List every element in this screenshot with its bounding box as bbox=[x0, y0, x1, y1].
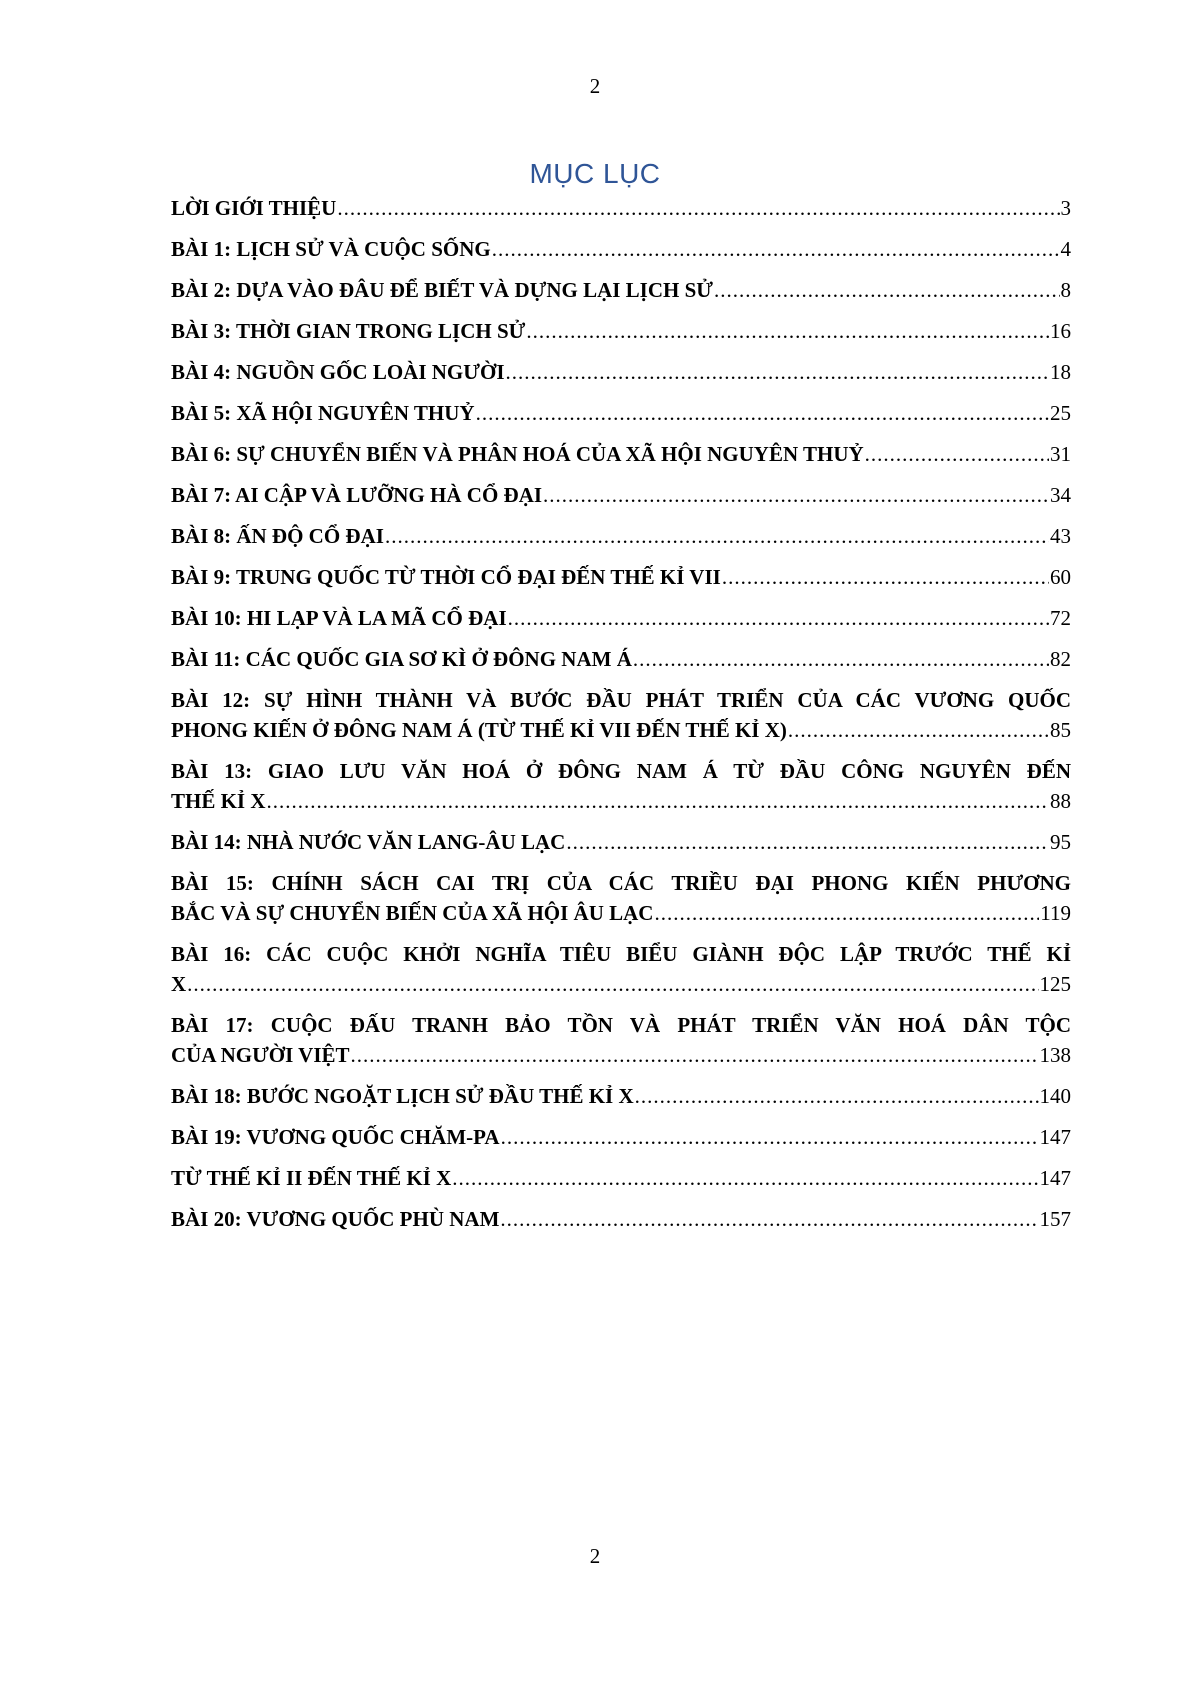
toc-entry[interactable] bbox=[171, 1010, 1071, 1070]
header-page-number: 2 bbox=[589, 74, 601, 98]
toc-entry[interactable] bbox=[171, 562, 1071, 592]
toc-entry-page: 16 bbox=[1050, 319, 1071, 343]
toc-entry-page: 82 bbox=[1050, 647, 1071, 671]
toc-entry-page: 43 bbox=[1050, 524, 1071, 548]
toc-entry-page: 119 bbox=[1040, 901, 1071, 925]
toc-entry[interactable] bbox=[171, 1204, 1071, 1234]
toc-entry[interactable] bbox=[171, 756, 1071, 816]
toc-leader-dots bbox=[492, 234, 1060, 264]
toc-leader-dots bbox=[508, 603, 1049, 633]
toc-entry[interactable] bbox=[171, 644, 1071, 674]
toc-entry[interactable] bbox=[171, 868, 1071, 928]
toc-entry-title: BÀI 1: LỊCH SỬ VÀ CUỘC SỐNG bbox=[171, 237, 491, 261]
toc-leader-dots bbox=[267, 786, 1049, 816]
toc-entry-title: BÀI 19: VƯƠNG QUỐC CHĂM-PA bbox=[171, 1125, 500, 1149]
toc-entry-title-line1: BÀI 16: CÁC CUỘC KHỞI NGHĨA TIÊU BIỂU GIÀNH ĐỘC LẬP TRƯỚC THẾ KỈ bbox=[171, 942, 1071, 966]
toc-entry-title: BÀI 18: BƯỚC NGOẶT LỊCH SỬ ĐẦU THẾ KỈ X bbox=[171, 1084, 634, 1108]
toc-entry-page: 31 bbox=[1050, 442, 1071, 466]
toc-entry-title: BẮC VÀ SỰ CHUYỂN BIẾN CỦA XÃ HỘI ÂU LẠC bbox=[171, 901, 654, 925]
toc-entry-page: 18 bbox=[1050, 360, 1071, 384]
toc-entry-page: 25 bbox=[1050, 401, 1071, 425]
toc-entry-title-line1: BÀI 15: CHÍNH SÁCH CAI TRỊ CỦA CÁC TRIỀU ĐẠI PHONG KIẾN PHƯƠNG bbox=[171, 871, 1071, 895]
toc-title: MỤC LỤC bbox=[529, 158, 661, 189]
toc-entry-title: LỜI GIỚI THIỆU bbox=[171, 196, 337, 220]
toc-leader-dots bbox=[635, 1081, 1039, 1111]
toc-entry[interactable] bbox=[171, 685, 1071, 745]
toc-entry-title: CỦA NGƯỜI VIỆT bbox=[171, 1043, 350, 1067]
toc-entry[interactable] bbox=[171, 1163, 1071, 1193]
toc-leader-dots bbox=[506, 357, 1050, 387]
toc-entry[interactable] bbox=[171, 275, 1071, 305]
toc-entry-title: BÀI 7: AI CẬP VÀ LƯỠNG HÀ CỔ ĐẠI bbox=[171, 483, 543, 507]
toc-entry-page: 95 bbox=[1050, 830, 1071, 854]
toc-entry[interactable] bbox=[171, 827, 1071, 857]
toc-leader-dots bbox=[566, 827, 1049, 857]
toc-leader-dots bbox=[714, 275, 1060, 305]
toc-entry[interactable] bbox=[171, 316, 1071, 346]
toc-entry[interactable] bbox=[171, 193, 1071, 223]
toc-leader-dots bbox=[452, 1163, 1038, 1193]
toc-leader-dots bbox=[633, 644, 1049, 674]
toc-entry-page: 60 bbox=[1050, 565, 1071, 589]
toc-leader-dots bbox=[501, 1122, 1039, 1152]
toc-leader-dots bbox=[500, 1204, 1038, 1234]
toc-entry-title: BÀI 2: DỰA VÀO ĐÂU ĐỂ BIẾT VÀ DỰNG LẠI LỊCH SỬ bbox=[171, 278, 713, 302]
toc-entry-page: 88 bbox=[1050, 789, 1071, 813]
toc-entry-page: 125 bbox=[1039, 972, 1071, 996]
toc-entry[interactable] bbox=[171, 234, 1071, 264]
toc-entry-title: THẾ KỈ X bbox=[171, 789, 266, 813]
footer-page-number: 2 bbox=[589, 1544, 601, 1568]
toc-entry[interactable] bbox=[171, 357, 1071, 387]
toc-entry[interactable] bbox=[171, 439, 1071, 469]
toc-entry-title: BÀI 10: HI LẠP VÀ LA MÃ CỔ ĐẠI bbox=[171, 606, 507, 630]
toc-leader-dots bbox=[526, 316, 1049, 346]
toc-leader-dots bbox=[476, 398, 1049, 428]
toc-leader-dots bbox=[654, 898, 1039, 928]
toc-entry-page: 3 bbox=[1060, 196, 1071, 220]
toc-entry[interactable] bbox=[171, 398, 1071, 428]
toc-entry-page: 72 bbox=[1050, 606, 1071, 630]
toc-entry-title: BÀI 6: SỰ CHUYỂN BIẾN VÀ PHÂN HOÁ CỦA XÃ HỘI NGUYÊN THUỶ bbox=[171, 442, 864, 466]
toc-entry-page: 147 bbox=[1039, 1166, 1071, 1190]
toc-entry-page: 140 bbox=[1039, 1084, 1071, 1108]
toc-entry[interactable] bbox=[171, 603, 1071, 633]
toc-entry-title-line1: BÀI 12: SỰ HÌNH THÀNH VÀ BƯỚC ĐẦU PHÁT TRIỂN CỦA CÁC VƯƠNG QUỐC bbox=[171, 688, 1071, 712]
toc-leader-dots bbox=[788, 715, 1049, 745]
toc-leader-dots bbox=[337, 193, 1059, 223]
table-of-contents bbox=[171, 193, 1071, 1245]
toc-entry-title: BÀI 11: CÁC QUỐC GIA SƠ KÌ Ở ĐÔNG NAM Á bbox=[171, 647, 632, 671]
toc-leader-dots bbox=[187, 969, 1038, 999]
toc-entry-title-line1: BÀI 13: GIAO LƯU VĂN HOÁ Ở ĐÔNG NAM Á TỪ ĐẦU CÔNG NGUYÊN ĐẾN bbox=[171, 759, 1071, 783]
toc-entry-title: TỪ THẾ KỈ II ĐẾN THẾ KỈ X bbox=[171, 1166, 452, 1190]
toc-leader-dots bbox=[351, 1040, 1039, 1070]
toc-entry[interactable] bbox=[171, 521, 1071, 551]
toc-entry-page: 147 bbox=[1039, 1125, 1071, 1149]
toc-leader-dots bbox=[722, 562, 1049, 592]
toc-leader-dots bbox=[543, 480, 1049, 510]
toc-entry-title: BÀI 20: VƯƠNG QUỐC PHÙ NAM bbox=[171, 1207, 500, 1231]
toc-entry-page: 85 bbox=[1050, 718, 1071, 742]
toc-entry-page: 138 bbox=[1039, 1043, 1071, 1067]
toc-entry[interactable] bbox=[171, 480, 1071, 510]
toc-entry[interactable] bbox=[171, 1122, 1071, 1152]
toc-entry-title: BÀI 14: NHÀ NƯỚC VĂN LANG-ÂU LẠC bbox=[171, 830, 566, 854]
toc-entry-page: 157 bbox=[1039, 1207, 1071, 1231]
toc-entry-page: 34 bbox=[1050, 483, 1071, 507]
toc-entry-title: BÀI 4: NGUỒN GỐC LOÀI NGƯỜI bbox=[171, 360, 505, 384]
toc-entry[interactable] bbox=[171, 939, 1071, 999]
toc-entry-title-line1: BÀI 17: CUỘC ĐẤU TRANH BẢO TỒN VÀ PHÁT TRIỂN VĂN HOÁ DÂN TỘC bbox=[171, 1013, 1071, 1037]
toc-entry-title: PHONG KIẾN Ở ĐÔNG NAM Á (TỪ THẾ KỈ VII ĐẾN THẾ KỈ X) bbox=[171, 718, 787, 742]
toc-entry-page: 4 bbox=[1060, 237, 1071, 261]
toc-entry[interactable] bbox=[171, 1081, 1071, 1111]
toc-leader-dots bbox=[865, 439, 1049, 469]
toc-entry-title: BÀI 5: XÃ HỘI NGUYÊN THUỶ bbox=[171, 401, 475, 425]
toc-leader-dots bbox=[385, 521, 1049, 551]
toc-entry-title: BÀI 9: TRUNG QUỐC TỪ THỜI CỔ ĐẠI ĐẾN THẾ KỈ VII bbox=[171, 565, 721, 589]
toc-entry-title: X bbox=[171, 972, 187, 996]
toc-entry-title: BÀI 3: THỜI GIAN TRONG LỊCH SỬ bbox=[171, 319, 526, 343]
toc-entry-page: 8 bbox=[1060, 278, 1071, 302]
toc-entry-title: BÀI 8: ẤN ĐỘ CỔ ĐẠI bbox=[171, 524, 384, 548]
